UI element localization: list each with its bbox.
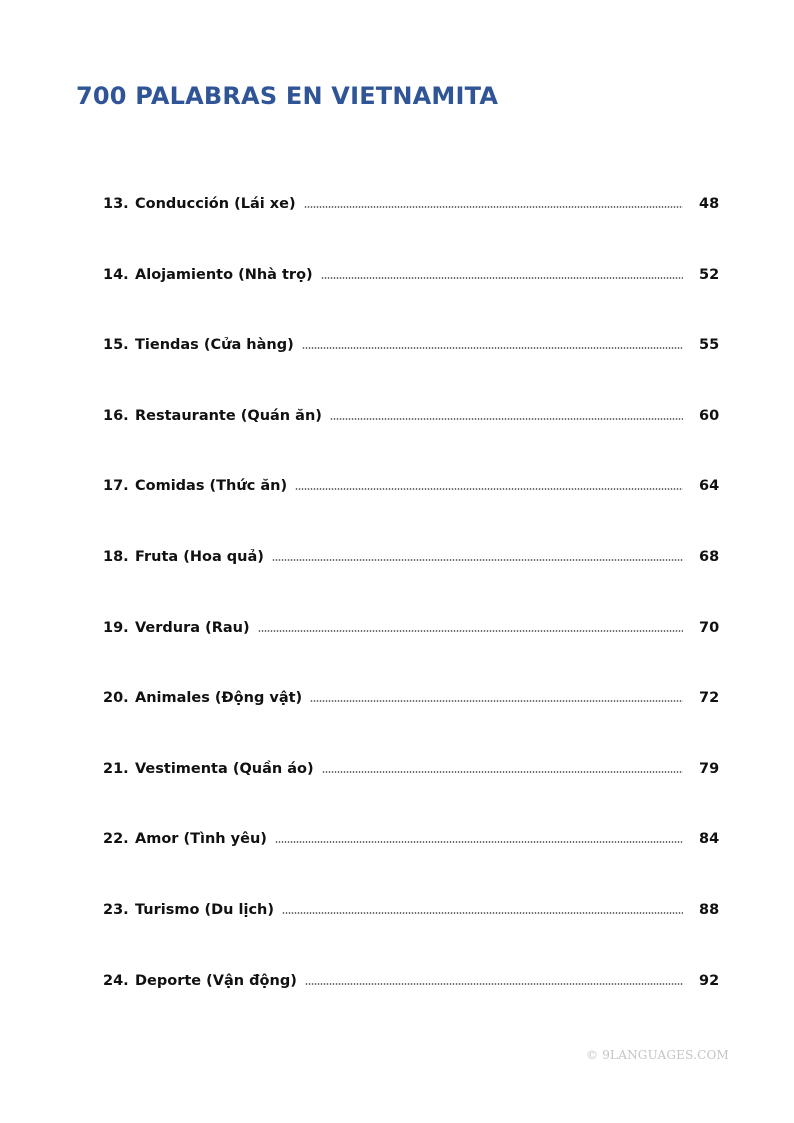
toc-entry-page-number: 92 — [699, 972, 720, 989]
copyright-watermark: © 9LANGUAGES.COM — [586, 1048, 730, 1062]
dot-leader — [282, 898, 683, 914]
toc-entry-title: Turismo (Du lịch) — [135, 901, 275, 918]
toc-entry-19[interactable] — [103, 616, 719, 687]
dot-leader — [302, 333, 683, 349]
toc-entry-number: 18. — [103, 548, 129, 565]
toc-entry-page-number: 72 — [699, 690, 720, 707]
toc-entry-title: Verdura (Rau) — [135, 619, 250, 636]
dot-leader — [258, 616, 683, 632]
toc-entry-21[interactable] — [103, 757, 719, 828]
toc-entry-title: Animales (Động vật) — [135, 690, 303, 707]
toc-entry-title: Conducción (Lái xe) — [135, 196, 296, 212]
toc-entry-number: 17. — [103, 478, 129, 495]
toc-entry-24[interactable] — [103, 969, 719, 1040]
toc-entry-number: 15. — [103, 337, 129, 354]
toc-entry-number: 19. — [103, 619, 129, 636]
toc-entry-13[interactable] — [103, 192, 719, 263]
toc-entry-number: 16. — [103, 407, 129, 424]
toc-entry-number: 21. — [103, 760, 129, 777]
toc-entry-title: Restaurante (Quán ăn) — [135, 407, 322, 424]
dot-leader — [295, 474, 683, 490]
toc-entry-page-number: 88 — [699, 901, 720, 918]
toc-entry-title: Tiendas (Cửa hàng) — [135, 337, 294, 354]
dot-leader — [330, 404, 683, 420]
toc-entry-number: 14. — [103, 266, 129, 283]
dot-leader — [305, 969, 683, 985]
dot-leader — [321, 263, 683, 279]
toc-entry-17[interactable] — [103, 474, 719, 545]
toc-entry-page-number: 84 — [699, 831, 720, 848]
toc-entry-number: 24. — [103, 972, 129, 989]
toc-entry-title: Comidas (Thức ăn) — [135, 478, 288, 495]
dot-leader — [272, 545, 683, 561]
toc-entry-15[interactable] — [103, 333, 719, 404]
toc-entry-14[interactable] — [103, 263, 719, 334]
toc-entry-title: Amor (Tình yêu) — [135, 831, 267, 848]
toc-entry-title: Fruta (Hoa quả) — [135, 548, 264, 565]
toc-entry-page-number: 48 — [699, 196, 720, 212]
toc-entry-23[interactable] — [103, 898, 719, 969]
toc-entry-title: Vestimenta (Quần áo) — [135, 760, 314, 777]
toc-entry-page-number: 52 — [699, 266, 720, 283]
table-of-contents — [103, 192, 719, 1039]
toc-entry-20[interactable] — [103, 686, 719, 757]
toc-entry-page-number: 60 — [699, 407, 720, 424]
toc-entry-title: Alojamiento (Nhà trọ) — [135, 266, 313, 283]
toc-entry-title: Deporte (Vận động) — [135, 972, 297, 989]
toc-entry-page-number: 70 — [699, 619, 720, 636]
toc-entry-page-number: 68 — [699, 548, 720, 565]
toc-entry-16[interactable] — [103, 404, 719, 475]
toc-entry-number: 22. — [103, 831, 129, 848]
page-title: 700 PALABRAS EN VIETNAMITA — [76, 82, 499, 110]
toc-entry-number: 13. — [103, 196, 129, 212]
toc-entry-22[interactable] — [103, 827, 719, 898]
toc-entry-18[interactable] — [103, 545, 719, 616]
dot-leader — [275, 827, 683, 843]
toc-entry-page-number: 64 — [699, 478, 720, 495]
toc-entry-number: 23. — [103, 901, 129, 918]
dot-leader — [304, 192, 683, 208]
toc-entry-number: 20. — [103, 690, 129, 707]
dot-leader — [322, 757, 683, 773]
toc-entry-page-number: 55 — [699, 337, 720, 354]
toc-entry-page-number: 79 — [699, 760, 720, 777]
dot-leader — [310, 686, 683, 702]
